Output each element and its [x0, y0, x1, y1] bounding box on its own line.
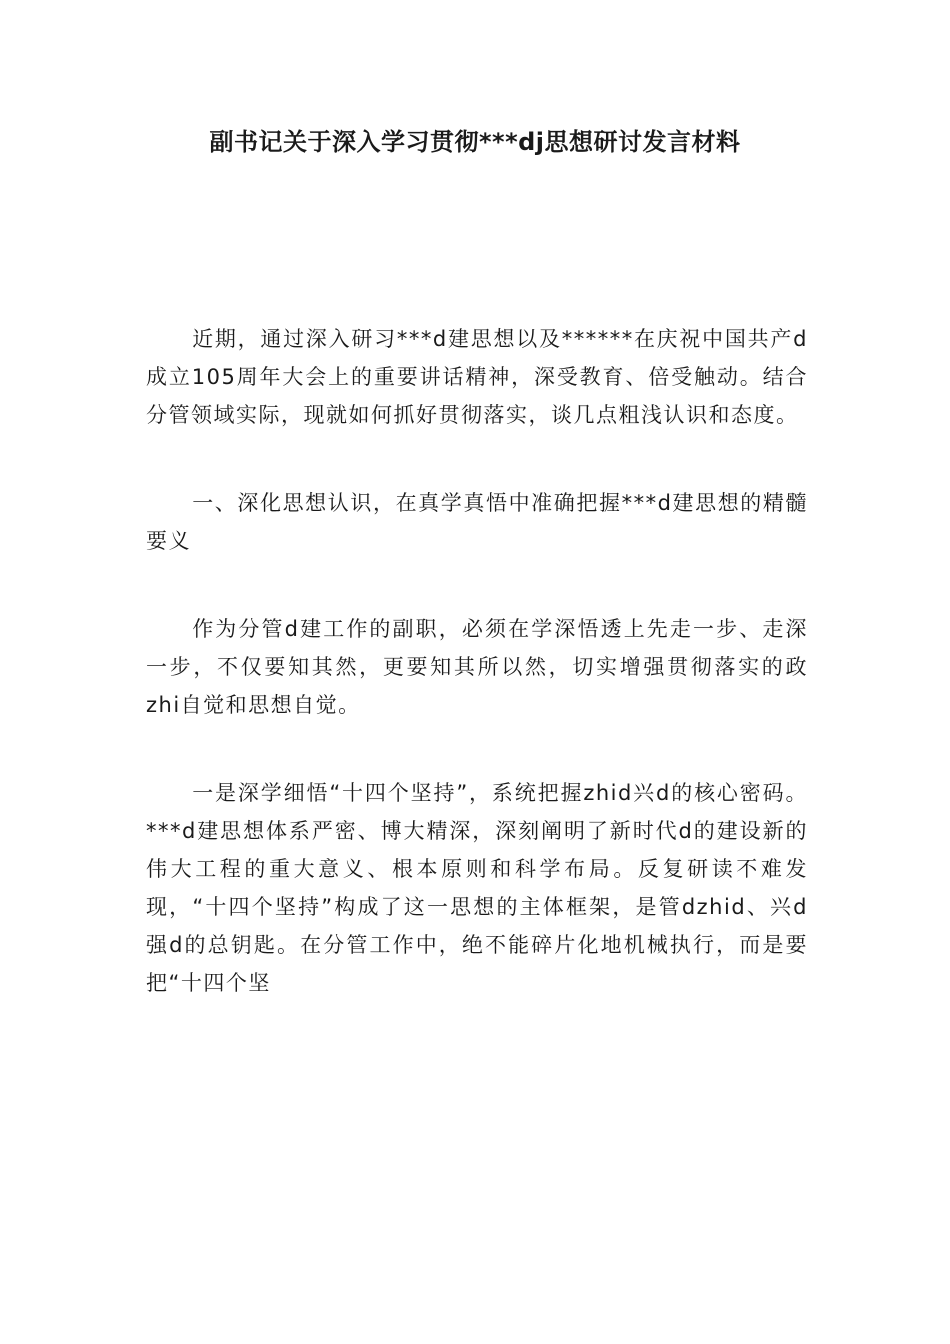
- intro-paragraph: 近期，通过深入研习***d建思想以及******在庆祝中国共产d成立105周年大会上的重要讲话精神，深受教育、倍受触动。结合分管领域实际，现就如何抓好贯彻落实，谈几点粗浅认识和态度。: [146, 327, 808, 427]
- document-body: [146, 320, 808, 1052]
- body-paragraph-2: 一是深学细悟“十四个坚持”，系统把握zhid兴d的核心密码。***d建思想体系严密、博大精深，深刻阐明了新时代d的建设新的伟大工程的重大意义、根本原则和科学布局。反复研读不难发现，“十四个坚持”构成了这一思想的主体框架，是管dzhid、兴d强d的总钥匙。在分管工作中，绝不能碎片化地机械执行，而是要把“十四个坚: [146, 781, 808, 995]
- document-title: 副书记关于深入学习贯彻***dj思想研讨发言材料: [209, 128, 741, 156]
- section-heading-1: 一、深化思想认识，在真学真悟中准确把握***d建思想的精髓要义: [146, 491, 808, 553]
- body-paragraph-1: 作为分管d建工作的副职，必须在学深悟透上先走一步、走深一步，不仅要知其然，更要知其所以然，切实增强贯彻落实的政zhi自觉和思想自觉。: [146, 617, 808, 717]
